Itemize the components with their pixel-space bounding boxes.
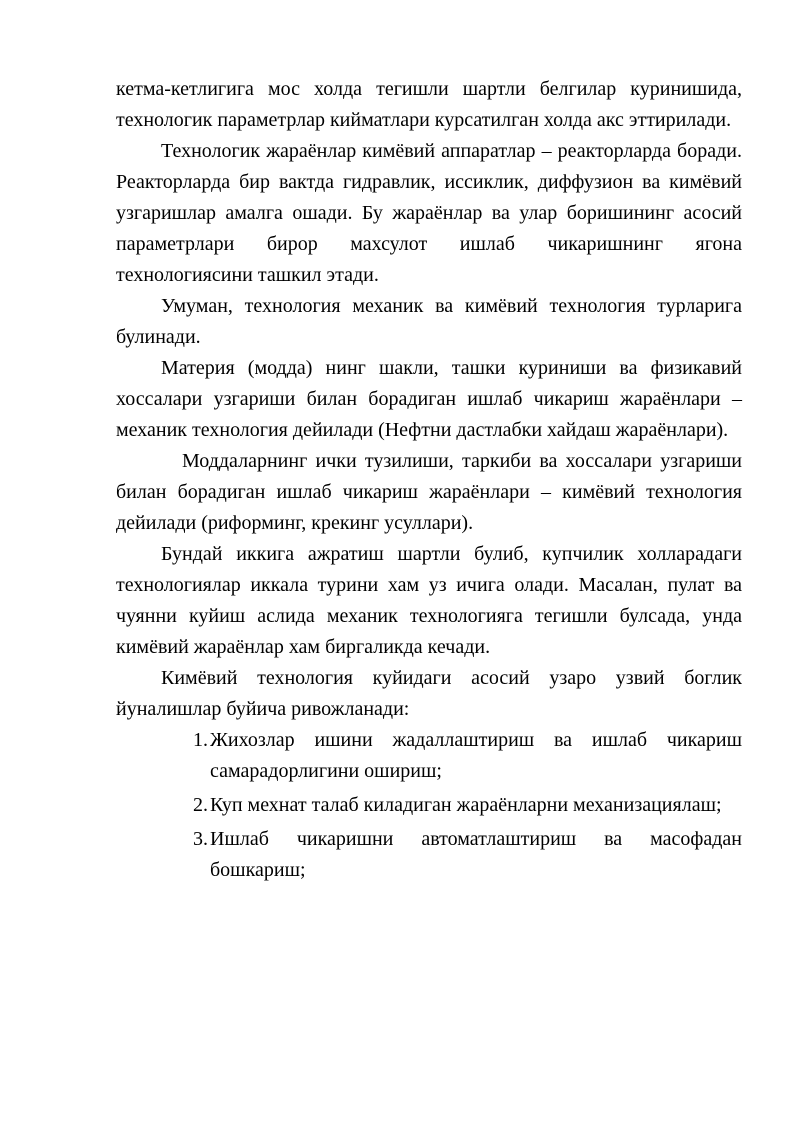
list-number: 1. (193, 729, 208, 751)
list-number: 2. (193, 794, 208, 816)
paragraph-directions-intro: Кимёвий технология куйидаги асосий узаро узвий боглик йуналишлар буйича ривожланади: (116, 667, 742, 720)
paragraph-technology-types: Умуман, технология механик ва кимёвий технология турларига булинади. (116, 295, 742, 348)
body-text (116, 74, 742, 889)
list-number: 3. (193, 828, 208, 850)
paragraph-division: Бундай иккига ажратиш шартли булиб, купчилик холларадаги технологиялар иккала турини хам уз ичига олади. Масалан, пулат ва чуянни куйиш аслида механик технологияга тегишли булсада, унда кимёвий жараёнлар хам биргаликда кечади. (116, 543, 742, 658)
list-item-text: Жихозлар ишини жадаллаштириш ва ишлаб чикариш самарадорлигини ошириш; (210, 729, 742, 782)
directions-list (193, 725, 742, 886)
paragraph-chemical-technology: Моддаларнинг ички тузилиши, таркиби ва хоссалари узгариши билан борадиган ишлаб чикариш жараёнлари – кимёвий технология дейилади (риформинг, крекинг усуллари). (116, 450, 742, 534)
list-item (193, 790, 742, 821)
paragraph-continuation: кетма-кетлигига мос холда тегишли шартли белгилар куринишида, технологик параметрлар кийматлари курсатилган холда акс эттирилади. (116, 78, 742, 131)
list-item (193, 725, 742, 787)
list-item (193, 824, 742, 886)
list-item-text: Ишлаб чикаришни автоматлаштириш ва масофадан бошкариш; (210, 828, 742, 881)
paragraph-reactors: Технологик жараёнлар кимёвий аппаратлар – реакторларда боради. Реакторларда бир вактда гидравлик, иссиклик, диффузион ва кимёвий узгаришлар амалга ошади. Бу жараёнлар ва улар боришининг асосий параметрлари бирор махсулот ишлаб чикаришнинг ягона технологиясини ташкил этади. (116, 140, 742, 286)
list-item-text: Куп мехнат талаб киладиган жараёнларни механизациялаш; (210, 794, 722, 816)
paragraph-mechanical-technology: Материя (модда) нинг шакли, ташки куриниши ва физикавий хоссалари узгариши билан борадиган ишлаб чикариш жараёнлари – механик технология дейилади (Нефтни дастлабки хайдаш жараёнлари). (116, 357, 742, 441)
